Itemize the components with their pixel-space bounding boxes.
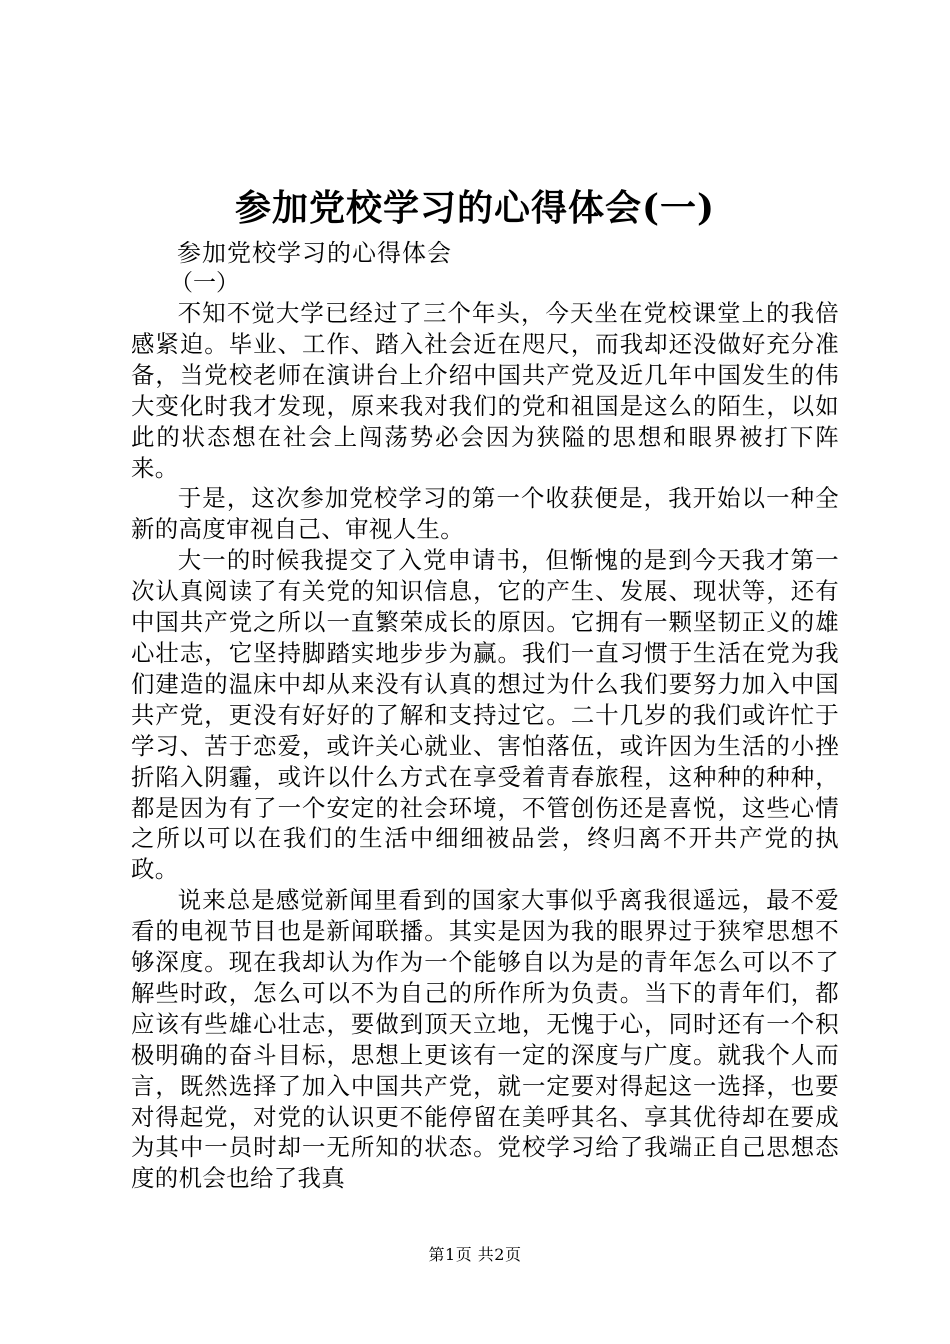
paragraph-1: 不知不觉大学已经过了三个年头，今天坐在党校课堂上的我倍感紧迫。毕业、工作、踏入社会近在咫尺，而我却还没做好充分准备，当党校老师在演讲台上介绍中国共产党及近几年中国发生的伟大变化时我才发现，原来我对我们的党和祖国是这么的陌生，以如此的状态想在社会上闯荡势必会因为狭隘的思想和眼界被打下阵来。 — [131, 299, 839, 482]
paragraph-3: 大一的时候我提交了入党申请书，但惭愧的是到今天我才第一次认真阅读了有关党的知识信息，它的产生、发展、现状等，还有中国共产党之所以一直繁荣成长的原因。它拥有一颗坚韧正义的雄心壮志，它坚持脚踏实地步步为赢。我们一直习惯于生活在党为我们建造的温床中却从来没有认真的想过为什么我们要努力加入中国共产党，更没有好好的了解和支持过它。二十几岁的我们或许忙于学习、苦于恋爱，或许关心就业、害怕落伍，或许因为生活的小挫折陷入阴霾，或许以什么方式在享受着青春旅程，这种种的种种，都是因为有了一个安定的社会环境，不管创伤还是喜悦，这些心情之所以可以在我们的生活中细细被品尝，终归离不开共产党的执政。 — [131, 546, 839, 884]
page-footer: 第1页 共2页 — [428, 1245, 522, 1264]
document-title: 参加党校学习的心得体会(一) — [234, 187, 716, 229]
section-number: （一） — [170, 270, 239, 296]
document-body — [131, 298, 839, 1194]
paragraph-2: 于是，这次参加党校学习的第一个收获便是，我开始以一种全新的高度审视自己、审视人生。 — [131, 484, 839, 544]
document-subtitle: 参加党校学习的心得体会 — [177, 239, 452, 267]
paragraph-4: 说来总是感觉新闻里看到的国家大事似乎离我很遥远，最不爱看的电视节目也是新闻联播。其实是因为我的眼界过于狭窄思想不够深度。现在我却认为作为一个能够自以为是的青年怎么可以不了解些时政，怎么可以不为自己的所作所为负责。当下的青年们，都应该有些雄心壮志，要做到顶天立地，无愧于心，同时还有一个积极明确的奋斗目标，思想上更该有一定的深度与广度。就我个人而言，既然选择了加入中国共产党，就一定要对得起这一选择，也要对得起党，对党的认识更不能停留在美呼其名、享其优待却在要成为其中一员时却一无所知的状态。党校学习给了我端正自己思想态度的机会也给了我真 — [131, 886, 839, 1193]
